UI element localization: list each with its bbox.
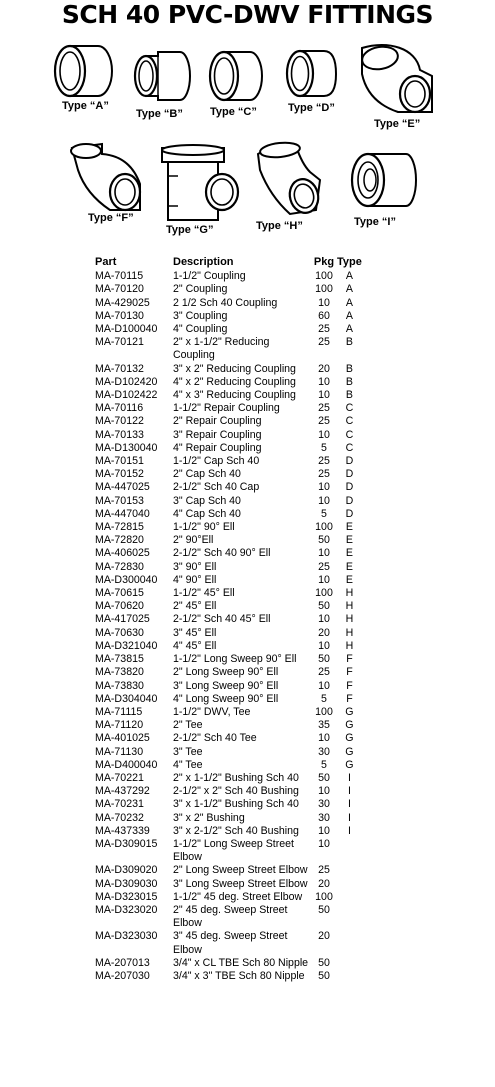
part-number: MA-D304040 bbox=[95, 692, 158, 705]
table-row bbox=[95, 336, 362, 362]
table-row bbox=[95, 772, 362, 785]
part-number: MA-70130 bbox=[95, 309, 144, 322]
part-number: MA-70231 bbox=[95, 798, 144, 811]
table-row bbox=[95, 732, 362, 745]
part-number: MA-70615 bbox=[95, 587, 144, 600]
package-quantity: 10 bbox=[318, 389, 330, 402]
fitting-type bbox=[337, 904, 362, 930]
package-quantity: 10 bbox=[318, 679, 330, 692]
repair-coupling-icon bbox=[204, 48, 274, 108]
part-description: 2-1/2" x 2" Sch 40 Bushing bbox=[173, 785, 299, 798]
package-quantity: 10 bbox=[318, 824, 330, 837]
table-row bbox=[95, 442, 362, 455]
package-quantity: 100 bbox=[315, 283, 333, 296]
part-description: 2" x 1-1/2" Reducing Coupling bbox=[173, 336, 270, 362]
fitting-type: H bbox=[345, 600, 354, 613]
part-description: 1-1/2" DWV, Tee bbox=[173, 705, 251, 718]
fitting-type: H bbox=[345, 639, 354, 652]
table-body bbox=[95, 270, 362, 983]
part-number: MA-D130040 bbox=[95, 441, 158, 454]
part-number: MA-71130 bbox=[95, 745, 144, 758]
part-description: 4" Cap Sch 40 bbox=[173, 507, 241, 520]
part-number: MA-70116 bbox=[95, 402, 144, 415]
fitting-type: F bbox=[346, 653, 353, 666]
header-part: Part bbox=[95, 256, 117, 268]
figure-label: Type “H” bbox=[256, 220, 303, 232]
package-quantity: 50 bbox=[318, 771, 330, 784]
table-row bbox=[95, 429, 362, 442]
part-description: 2" 45° Ell bbox=[173, 600, 217, 613]
part-number: MA-70132 bbox=[95, 362, 144, 375]
part-number: MA-73830 bbox=[95, 679, 144, 692]
part-description: 4" Tee bbox=[173, 758, 203, 771]
part-description: 1-1/2" Coupling bbox=[173, 270, 246, 283]
package-quantity: 100 bbox=[315, 521, 333, 534]
fitting-type: B bbox=[345, 389, 353, 402]
table-row bbox=[95, 693, 362, 706]
fitting-type bbox=[337, 970, 362, 983]
part-description: 2" Long Sweep 90° Ell bbox=[173, 666, 279, 679]
part-description: 4" 90° Ell bbox=[173, 573, 217, 586]
fitting-type bbox=[337, 838, 362, 864]
fitting-type: E bbox=[345, 573, 353, 586]
part-description: 3" 45 deg. Sweep Street Elbow bbox=[173, 930, 288, 956]
table-row bbox=[95, 415, 362, 428]
table-row bbox=[95, 363, 362, 376]
part-description: 1-1/2" Long Sweep Street Elbow bbox=[173, 837, 294, 864]
fitting-type: C bbox=[345, 415, 354, 428]
package-quantity: 10 bbox=[318, 547, 330, 560]
part-number: MA-72820 bbox=[95, 534, 144, 547]
cap-icon bbox=[280, 46, 350, 106]
part-description: 1-1/2" Cap Sch 40 bbox=[173, 455, 260, 468]
table-row bbox=[95, 640, 362, 653]
fitting-type: I bbox=[347, 785, 351, 798]
package-quantity: 30 bbox=[318, 745, 330, 758]
part-description: 3/4" x 3" TBE Sch 80 Nipple bbox=[173, 969, 305, 982]
figure-type-g bbox=[158, 142, 244, 238]
part-number: MA-70120 bbox=[95, 283, 144, 296]
figure-label: Type “D” bbox=[288, 102, 335, 114]
part-description: 4" x 2" Reducing Coupling bbox=[173, 375, 296, 388]
part-description: 2" 45 deg. Sweep Street Elbow bbox=[173, 903, 288, 930]
table-row bbox=[95, 838, 362, 864]
table-row bbox=[95, 680, 362, 693]
part-number: MA-D102422 bbox=[95, 389, 158, 402]
table-row bbox=[95, 297, 362, 310]
part-description: 1-1/2" 45° Ell bbox=[173, 587, 235, 600]
figure-label: Type “F” bbox=[88, 212, 134, 224]
part-number: MA-D102420 bbox=[95, 375, 158, 388]
package-quantity: 10 bbox=[318, 481, 330, 494]
part-description: 4" 45° Ell bbox=[173, 639, 217, 652]
table-row bbox=[95, 600, 362, 613]
package-quantity: 25 bbox=[318, 336, 330, 349]
part-description: 4" Long Sweep 90° Ell bbox=[173, 692, 279, 705]
part-number: MA-71120 bbox=[95, 719, 144, 732]
header-type: Type bbox=[337, 256, 362, 268]
table-row bbox=[95, 481, 362, 494]
fitting-type: I bbox=[347, 824, 351, 837]
part-number: MA-D309030 bbox=[95, 877, 158, 890]
table-row bbox=[95, 706, 362, 719]
package-quantity: 50 bbox=[318, 534, 330, 547]
package-quantity: 5 bbox=[321, 507, 327, 520]
fitting-type: C bbox=[345, 402, 354, 415]
part-number: MA-D323030 bbox=[95, 930, 158, 943]
page-title: SCH 40 PVC-DWV FITTINGS bbox=[61, 0, 434, 29]
package-quantity: 25 bbox=[318, 415, 330, 428]
fitting-type: E bbox=[345, 534, 353, 547]
fitting-type: H bbox=[345, 587, 354, 600]
fitting-type: D bbox=[345, 507, 354, 520]
parts-table bbox=[95, 256, 362, 983]
package-quantity: 25 bbox=[318, 666, 330, 679]
part-description: 4" Coupling bbox=[173, 323, 228, 336]
part-description: 3" Cap Sch 40 bbox=[173, 494, 241, 507]
fitting-type: I bbox=[347, 798, 351, 811]
package-quantity: 50 bbox=[318, 956, 330, 969]
figure-type-h bbox=[250, 140, 330, 236]
fitting-type bbox=[337, 930, 362, 956]
table-row bbox=[95, 574, 362, 587]
part-number: MA-D323020 bbox=[95, 903, 158, 916]
part-number: MA-70152 bbox=[95, 468, 144, 481]
part-description: 1-1/2" 45 deg. Street Elbow bbox=[173, 890, 303, 903]
part-number: MA-437292 bbox=[95, 785, 150, 798]
package-quantity: 25 bbox=[318, 402, 330, 415]
part-description: 3" 45° Ell bbox=[173, 626, 217, 639]
table-row bbox=[95, 455, 362, 468]
table-row bbox=[95, 310, 362, 323]
part-number: MA-70620 bbox=[95, 600, 144, 613]
part-number: MA-70115 bbox=[95, 270, 144, 283]
package-quantity: 60 bbox=[318, 309, 330, 322]
fitting-type: B bbox=[345, 375, 353, 388]
fitting-type: F bbox=[346, 692, 353, 705]
part-number: MA-72815 bbox=[95, 521, 144, 534]
figure-label: Type “E” bbox=[374, 118, 421, 130]
elbow-45-icon bbox=[250, 140, 330, 220]
part-description: 3" x 1-1/2" Bushing Sch 40 bbox=[173, 798, 299, 811]
figure-type-d bbox=[280, 46, 350, 118]
package-quantity: 25 bbox=[318, 455, 330, 468]
table-row bbox=[95, 864, 362, 877]
part-number: MA-401025 bbox=[95, 732, 150, 745]
part-description: 3" Repair Coupling bbox=[173, 428, 262, 441]
fitting-type: G bbox=[345, 705, 354, 718]
part-description: 1-1/2" 90° Ell bbox=[173, 521, 235, 534]
fitting-type: G bbox=[345, 719, 354, 732]
figure-type-b bbox=[128, 50, 198, 122]
table-row bbox=[95, 653, 362, 666]
part-description: 2" Tee bbox=[173, 719, 203, 732]
part-description: 2" Coupling bbox=[173, 283, 228, 296]
fitting-type: F bbox=[346, 679, 353, 692]
figure-label: Type “G” bbox=[166, 224, 214, 236]
part-number: MA-417025 bbox=[95, 613, 150, 626]
table-row bbox=[95, 283, 362, 296]
fitting-type: F bbox=[346, 666, 353, 679]
part-number: MA-D300040 bbox=[95, 573, 158, 586]
part-description: 4" Repair Coupling bbox=[173, 441, 262, 454]
figure-label: Type “B” bbox=[136, 108, 183, 120]
part-description: 2 1/2 Sch 40 Coupling bbox=[173, 296, 278, 309]
part-description: 3" Tee bbox=[173, 745, 203, 758]
package-quantity: 100 bbox=[315, 587, 333, 600]
part-description: 2-1/2" Sch 40 90° Ell bbox=[173, 547, 271, 560]
package-quantity: 10 bbox=[318, 639, 330, 652]
table-row bbox=[95, 759, 362, 772]
part-description: 2-1/2" Sch 40 45° Ell bbox=[173, 613, 271, 626]
part-description: 4" x 3" Reducing Coupling bbox=[173, 389, 296, 402]
package-quantity: 25 bbox=[318, 468, 330, 481]
fitting-type: C bbox=[345, 428, 354, 441]
table-row bbox=[95, 798, 362, 811]
part-description: 2" 90°Ell bbox=[173, 534, 214, 547]
part-description: 2" Repair Coupling bbox=[173, 415, 262, 428]
package-quantity: 20 bbox=[318, 930, 330, 943]
part-number: MA-70232 bbox=[95, 811, 144, 824]
part-number: MA-437339 bbox=[95, 824, 150, 837]
long-sweep-elbow-icon bbox=[66, 140, 150, 214]
part-number: MA-406025 bbox=[95, 547, 150, 560]
part-description: 2" Long Sweep Street Elbow bbox=[173, 864, 308, 877]
package-quantity: 100 bbox=[315, 270, 333, 283]
package-quantity: 10 bbox=[318, 613, 330, 626]
table-row bbox=[95, 389, 362, 402]
fitting-type: E bbox=[345, 521, 353, 534]
fitting-type: C bbox=[345, 441, 354, 454]
part-number: MA-70122 bbox=[95, 415, 144, 428]
table-row bbox=[95, 785, 362, 798]
fitting-type: I bbox=[347, 771, 351, 784]
table-row bbox=[95, 666, 362, 679]
part-number: MA-429025 bbox=[95, 296, 150, 309]
package-quantity: 5 bbox=[321, 692, 327, 705]
table-row bbox=[95, 891, 362, 904]
table-row bbox=[95, 270, 362, 283]
part-description: 2-1/2" Sch 40 Cap bbox=[173, 481, 260, 494]
package-quantity: 30 bbox=[318, 811, 330, 824]
package-quantity: 30 bbox=[318, 798, 330, 811]
package-quantity: 100 bbox=[315, 890, 333, 903]
part-description: 1-1/2" Repair Coupling bbox=[173, 402, 280, 415]
part-number: MA-D323015 bbox=[95, 890, 158, 903]
table-row bbox=[95, 587, 362, 600]
part-number: MA-447040 bbox=[95, 507, 150, 520]
bushing-icon bbox=[344, 150, 424, 216]
fitting-type bbox=[337, 891, 362, 904]
figure-type-e bbox=[358, 42, 438, 134]
part-number: MA-D309015 bbox=[95, 837, 158, 850]
part-number: MA-73815 bbox=[95, 653, 144, 666]
table-row bbox=[95, 904, 362, 930]
package-quantity: 10 bbox=[318, 732, 330, 745]
package-quantity: 10 bbox=[318, 428, 330, 441]
part-number: MA-72830 bbox=[95, 560, 144, 573]
part-number: MA-70221 bbox=[95, 771, 144, 784]
package-quantity: 35 bbox=[318, 719, 330, 732]
package-quantity: 20 bbox=[318, 362, 330, 375]
fitting-type: I bbox=[347, 811, 351, 824]
part-description: 3" 90° Ell bbox=[173, 560, 217, 573]
part-number: MA-D309020 bbox=[95, 864, 158, 877]
table-row bbox=[95, 376, 362, 389]
table-row bbox=[95, 323, 362, 336]
figure-label: Type “C” bbox=[210, 106, 257, 118]
package-quantity: 10 bbox=[318, 837, 330, 850]
fitting-type: D bbox=[345, 481, 354, 494]
package-quantity: 5 bbox=[321, 441, 327, 454]
fitting-type: D bbox=[345, 455, 354, 468]
package-quantity: 100 bbox=[315, 705, 333, 718]
fitting-type bbox=[337, 957, 362, 970]
table-row bbox=[95, 468, 362, 481]
table-row bbox=[95, 719, 362, 732]
part-description: 1-1/2" Long Sweep 90° Ell bbox=[173, 653, 297, 666]
package-quantity: 10 bbox=[318, 573, 330, 586]
part-number: MA-70133 bbox=[95, 428, 144, 441]
header-pkg: Pkg bbox=[313, 256, 335, 268]
figure-type-c bbox=[204, 48, 274, 120]
fitting-type: D bbox=[345, 468, 354, 481]
part-number: MA-D400040 bbox=[95, 758, 158, 771]
package-quantity: 25 bbox=[318, 864, 330, 877]
figure-type-f bbox=[66, 140, 150, 230]
fitting-type: G bbox=[345, 758, 354, 771]
fitting-type bbox=[337, 864, 362, 877]
part-description: 3/4" x CL TBE Sch 80 Nipple bbox=[173, 956, 309, 969]
reducing-coupling-icon bbox=[128, 50, 198, 110]
fitting-type: D bbox=[345, 494, 354, 507]
package-quantity: 10 bbox=[318, 494, 330, 507]
package-quantity: 25 bbox=[318, 323, 330, 336]
part-number: MA-447025 bbox=[95, 481, 150, 494]
package-quantity: 10 bbox=[318, 375, 330, 388]
fitting-type: A bbox=[345, 296, 353, 309]
part-description: 2-1/2" Sch 40 Tee bbox=[173, 732, 257, 745]
table-row bbox=[95, 402, 362, 415]
table-row bbox=[95, 878, 362, 891]
fitting-type: G bbox=[345, 745, 354, 758]
part-description: 2" Cap Sch 40 bbox=[173, 468, 241, 481]
part-description: 3" Long Sweep Street Elbow bbox=[173, 877, 308, 890]
package-quantity: 50 bbox=[318, 969, 330, 982]
figure-label: Type “A” bbox=[62, 100, 109, 112]
table-row bbox=[95, 613, 362, 626]
table-row bbox=[95, 521, 362, 534]
package-quantity: 10 bbox=[318, 785, 330, 798]
part-number: MA-73820 bbox=[95, 666, 144, 679]
table-row bbox=[95, 627, 362, 640]
part-number: MA-D100040 bbox=[95, 323, 158, 336]
table-row bbox=[95, 957, 362, 970]
fitting-type: H bbox=[345, 613, 354, 626]
fitting-type: A bbox=[345, 309, 353, 322]
table-row bbox=[95, 547, 362, 560]
part-number: MA-70151 bbox=[95, 455, 144, 468]
package-quantity: 25 bbox=[318, 560, 330, 573]
fitting-type: G bbox=[345, 732, 354, 745]
part-number: MA-D321040 bbox=[95, 639, 158, 652]
table-row bbox=[95, 930, 362, 956]
table-row bbox=[95, 495, 362, 508]
fitting-type bbox=[337, 878, 362, 891]
coupling-icon bbox=[50, 42, 120, 102]
table-row bbox=[95, 746, 362, 759]
table-row bbox=[95, 812, 362, 825]
part-number: MA-207030 bbox=[95, 969, 150, 982]
package-quantity: 10 bbox=[318, 296, 330, 309]
header-description: Description bbox=[173, 256, 234, 268]
figure-type-i bbox=[344, 150, 424, 236]
package-quantity: 20 bbox=[318, 626, 330, 639]
fitting-type: H bbox=[345, 626, 354, 639]
part-description: 2" x 1-1/2" Bushing Sch 40 bbox=[173, 771, 299, 784]
part-description: 3" Coupling bbox=[173, 309, 228, 322]
part-description: 3" x 2-1/2" Sch 40 Bushing bbox=[173, 824, 299, 837]
fitting-type: B bbox=[345, 336, 353, 349]
fitting-type: E bbox=[345, 547, 353, 560]
table-row bbox=[95, 970, 362, 983]
part-description: 3" Long Sweep 90° Ell bbox=[173, 679, 279, 692]
table-row bbox=[95, 534, 362, 547]
part-number: MA-70630 bbox=[95, 626, 144, 639]
fitting-type: A bbox=[345, 270, 353, 283]
table-row bbox=[95, 508, 362, 521]
table-row bbox=[95, 825, 362, 838]
table-row bbox=[95, 561, 362, 574]
part-number: MA-70121 bbox=[95, 336, 144, 349]
part-number: MA-70153 bbox=[95, 494, 144, 507]
figure-label: Type “I” bbox=[354, 216, 396, 228]
fitting-type: A bbox=[345, 323, 353, 336]
table-header-row bbox=[95, 256, 362, 270]
elbow-90-icon bbox=[358, 42, 438, 122]
part-number: MA-207013 bbox=[95, 956, 150, 969]
fitting-type: E bbox=[345, 560, 353, 573]
part-description: 3" x 2" Bushing bbox=[173, 811, 245, 824]
figure-type-a bbox=[50, 42, 120, 114]
package-quantity: 5 bbox=[321, 758, 327, 771]
part-description: 3" x 2" Reducing Coupling bbox=[173, 362, 296, 375]
package-quantity: 20 bbox=[318, 877, 330, 890]
fitting-type: A bbox=[345, 283, 353, 296]
tee-icon bbox=[158, 142, 244, 222]
package-quantity: 50 bbox=[318, 600, 330, 613]
package-quantity: 50 bbox=[318, 653, 330, 666]
fitting-type: B bbox=[345, 362, 353, 375]
part-number: MA-71115 bbox=[95, 705, 143, 718]
package-quantity: 50 bbox=[318, 903, 330, 916]
